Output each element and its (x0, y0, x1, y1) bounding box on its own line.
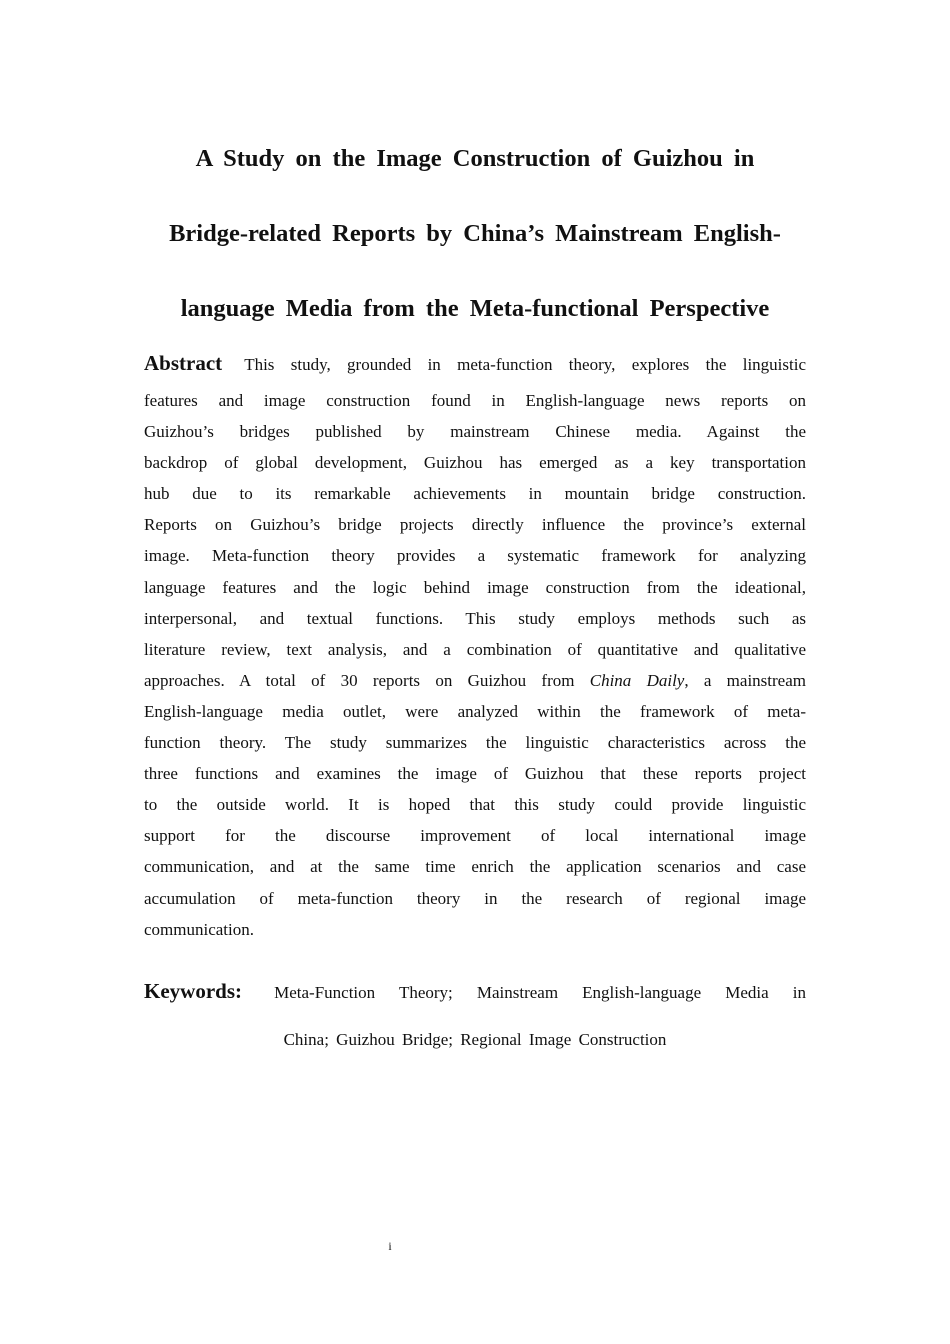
keywords-section (144, 973, 806, 1058)
abstract-text-line: English-language media outlet, were analyzed within the framework of meta- (144, 701, 806, 721)
abstract-text-line-with-italic (144, 665, 806, 696)
newspaper-name: China Daily (589, 670, 685, 690)
abstract-text-fragment: approaches. A total of 30 reports on Guizhou from (144, 670, 575, 690)
title-line-1: A Study on the Image Construction of Guizhou in (195, 145, 755, 172)
abstract-text-line: Reports on Guizhou’s bridge projects directly influence the province’s external (144, 515, 806, 535)
keywords-text: Meta-Function Theory; Mainstream English-language Media in (274, 983, 806, 1002)
abstract-text-line: interpersonal, and textual functions. This study employs methods such as (144, 608, 806, 628)
title-line-2: Bridge-related Reports by China’s Mainstream English- (169, 220, 781, 247)
abstract-section (144, 345, 806, 945)
abstract-first-line (144, 345, 806, 385)
page-number: i (388, 1239, 392, 1253)
abstract-text-line: accumulation of meta-function theory in the research of regional image (144, 888, 806, 908)
abstract-text-line: communication, and at the same time enrich the application scenarios and case (144, 857, 806, 877)
abstract-last-line: communication. (144, 919, 255, 939)
abstract-text-line: image. Meta-function theory provides a systematic framework for analyzing (144, 546, 806, 566)
abstract-text-line: features and image construction found in English-language news reports on (144, 391, 806, 410)
abstract-text-line: literature review, text analysis, and a combination of quantitative and qualitative (144, 639, 806, 659)
abstract-text-fragment: , a mainstream (684, 670, 806, 690)
abstract-text-line: three functions and examines the image of Guizhou that these reports project (144, 764, 806, 784)
abstract-text-line: language features and the logic behind image construction from the ideational, (144, 577, 806, 597)
keywords-first-line (144, 973, 806, 1022)
abstract-text-line: hub due to its remarkable achievements in mountain bridge construction. (144, 484, 806, 504)
abstract-text-line: support for the discourse improvement of local international image (144, 826, 806, 846)
abstract-text-line: backdrop of global development, Guizhou has emerged as a key transportation (144, 453, 806, 473)
title-line-3: language Media from the Meta-functional Perspective (180, 295, 770, 322)
abstract-text-line: This study, grounded in meta-function theory, explores the linguistic (244, 355, 806, 374)
paper-title (144, 124, 806, 346)
abstract-text-line: function theory. The study summarizes the linguistic characteristics across the (144, 733, 806, 753)
keywords-second-line: China; Guizhou Bridge; Regional Image Construction (283, 1030, 667, 1049)
abstract-text-line: Guizhou’s bridges published by mainstream Chinese media. Against the (144, 422, 806, 442)
abstract-label: Abstract (144, 351, 223, 375)
keywords-label: Keywords: (144, 979, 242, 1003)
abstract-text-line: to the outside world. It is hoped that this study could provide linguistic (144, 795, 806, 815)
